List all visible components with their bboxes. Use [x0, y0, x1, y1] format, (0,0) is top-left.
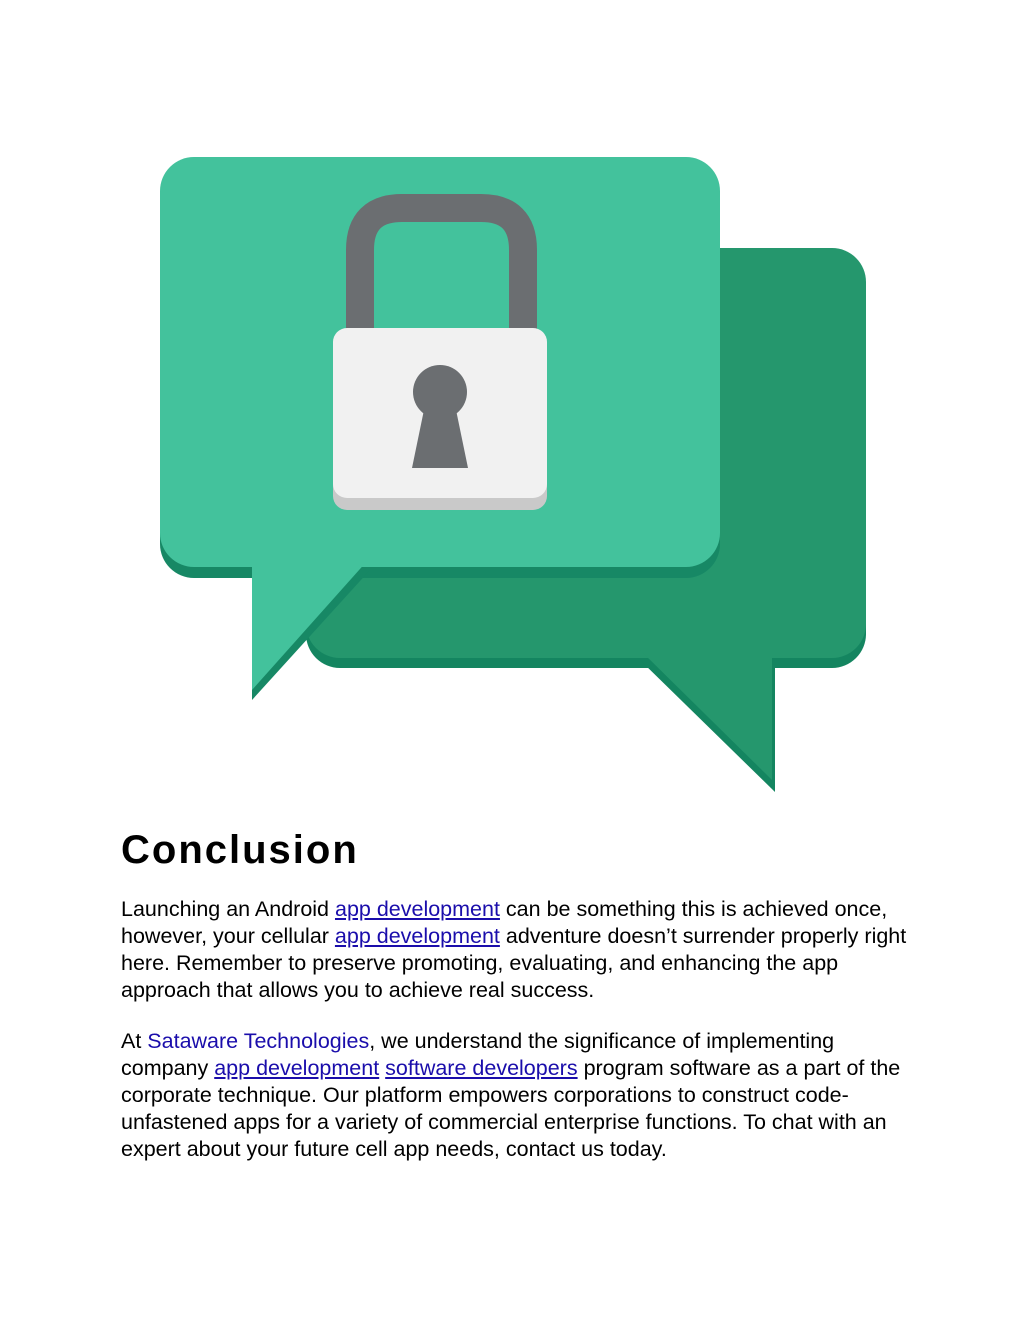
sataware-technologies-link[interactable]: Sataware Technologies — [147, 1029, 370, 1053]
paragraph-text: Launching an Android — [121, 897, 335, 921]
app-development-link[interactable]: app development — [334, 897, 500, 921]
paragraph-text: program software as a part of the corporate technique. Our platform empowers corporations to construct code-unfastened apps for a variety of commercial enterprise functions. To chat with an expert about your future cell app needs, contact us today. — [121, 1056, 901, 1161]
software-developers-link[interactable]: software developers — [385, 1056, 578, 1080]
paragraph-sataware — [121, 1028, 921, 1163]
paragraph-text: At — [121, 1029, 148, 1053]
app-development-link[interactable]: app development — [334, 924, 500, 948]
section-title: Conclusion — [121, 828, 359, 872]
paragraph-text: can be something this is achieved once, however, your cellular — [121, 897, 888, 948]
paragraph-launching — [121, 896, 921, 1004]
paragraph-text: adventure doesn’t surrender properly right here. Remember to preserve promoting, evaluating, and enhancing the app approach that allows you to achieve real success. — [121, 924, 907, 1002]
paragraph-text: , we understand the significance of implementing company — [121, 1029, 835, 1080]
app-development-link[interactable]: app development — [214, 1056, 380, 1080]
